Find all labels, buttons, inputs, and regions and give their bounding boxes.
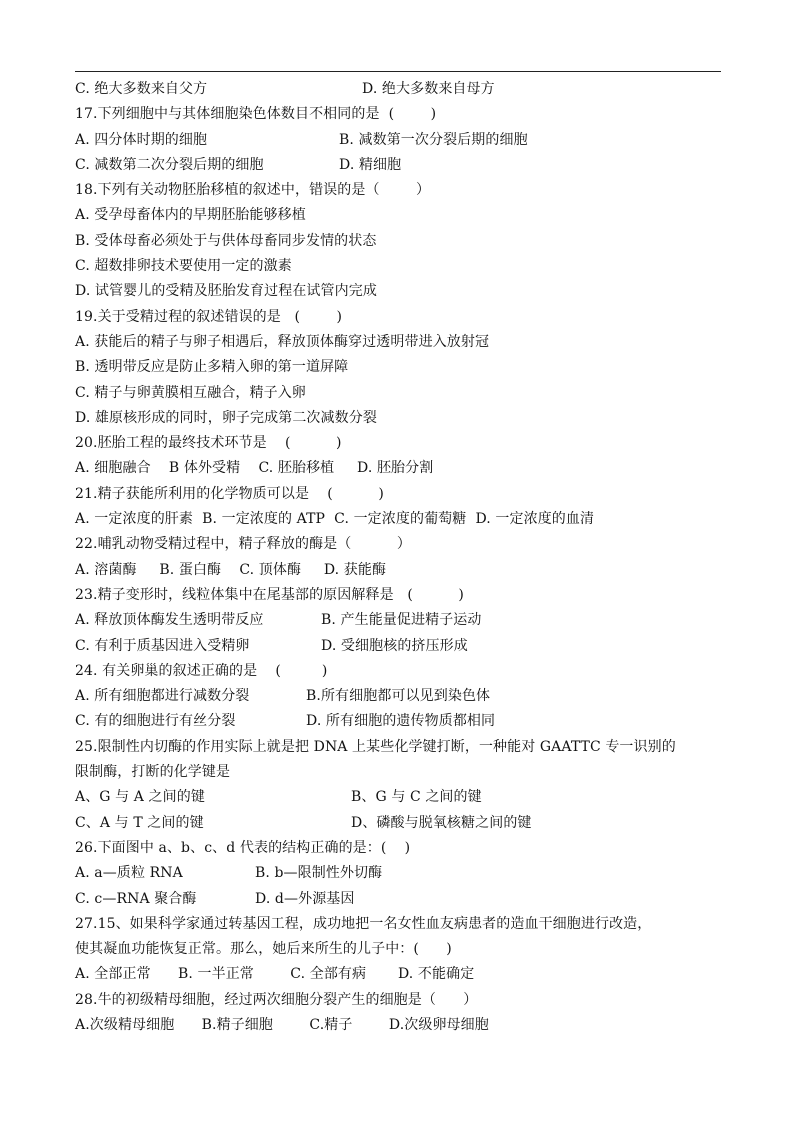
question-25-options-row2 [75,811,725,836]
question-17-options-row1 [75,128,725,153]
question-list [75,77,725,1038]
question-22-stem: 22.哺乳动物受精过程中，精子释放的酶是（ ） [75,536,411,553]
question-27-stem-line2: 使其凝血功能恢复正常。那么，她后来所生的儿子中：( ) [75,941,452,958]
question-26-stem: 26.下面图中 a、b、c、d 代表的结构正确的是：( ) [75,839,411,856]
question-24-stem: 24. 有关卵巢的叙述正确的是 ( ) [75,662,328,679]
question-20-stem: 20.胚胎工程的最终技术环节是 ( ) [75,435,342,452]
question-25-options-row1 [75,785,725,810]
question-22-options: A. 溶菌酶 B. 蛋白酶 C. 顶体酶 D. 获能酶 [75,561,387,578]
question-18-stem: 18.下列有关动物胚胎移植的叙述中，错误的是（ ） [75,182,431,199]
option-a: A. 获能后的精子与卵子相遇后，释放顶体酶穿过透明带进入放射冠 [75,333,490,350]
question-17-options-row2 [75,153,725,178]
option-a: A、G 与 A 之间的键 [75,789,205,806]
header-rule [75,71,721,72]
option-c: C. 精子与卵黄膜相互融合，精子入卵 [75,384,306,401]
option-b: B.所有细胞都可以见到染色体 [306,688,491,705]
question-20-options: A. 细胞融合 B 体外受精 C. 胚胎移植 D. 胚胎分割 [75,460,434,477]
option-b: B. 产生能量促进精子运动 [321,612,482,629]
option-d: D. 绝大多数来自母方 [362,81,495,97]
option-b: B. 透明带反应是防止多精入卵的第一道屏障 [75,359,349,376]
option-c: C. c—RNA 聚合酶 [75,890,197,907]
question-23-stem: 23.精子变形时，线粒体集中在尾基部的原因解释是 ( ) [75,586,464,603]
option-b: B、G 与 C 之间的键 [351,789,482,806]
option-c: C、A 与 T 之间的键 [75,814,204,831]
question-27-options: A. 全部正常 B. 一半正常 C. 全部有病 D. 不能确定 [75,966,475,983]
option-d: D. d—外源基因 [255,890,355,907]
option-b: B. 受体母畜必须处于与供体母畜同步发情的状态 [75,232,377,249]
question-21-stem: 21.精子获能所利用的化学物质可以是 ( ) [75,485,384,502]
option-a: A. 四分体时期的细胞 [75,131,208,148]
option-c: C. 有利于质基因进入受精卵 [75,637,250,654]
option-b: B. b—限制性外切酶 [255,865,383,882]
question-28-options: A.次级精母细胞 B.精子细胞 C.精子 D.次级卵母细胞 [75,1016,489,1033]
question-25-stem-line1: 25.限制性内切酶的作用实际上就是把 DNA 上某些化学键打断，一种能对 GAATTC 专一识别的 [75,738,676,755]
question-24-options-row1 [75,684,725,709]
question-26-options-row1 [75,861,725,886]
question-23-options-row1 [75,608,725,633]
question-17-stem: 17.下列细胞中与其体细胞染色体数目不相同的是 ( ) [75,106,437,123]
option-d: D. 试管婴儿的受精及胚胎发育过程在试管内完成 [75,283,377,300]
option-a: A. 受孕母畜体内的早期胚胎能够移植 [75,207,306,224]
option-d: D、磷酸与脱氧核糖之间的键 [351,814,532,831]
question-24-options-row2 [75,709,725,734]
question-27-stem-line1: 27.15、如果科学家通过转基因工程，成功地把一名女性血友病患者的造血干细胞进行改造， [75,915,652,932]
option-a: A. 释放顶体酶发生透明带反应 [75,612,264,629]
option-d: D. 精细胞 [339,156,402,173]
question-21-options: A. 一定浓度的肝素 B. 一定浓度的 ATP C. 一定浓度的葡萄糖 D. 一定浓度的血清 [75,511,595,528]
option-c: C. 减数第二次分裂后期的细胞 [75,156,264,173]
option-b: B. 减数第一次分裂后期的细胞 [339,131,528,148]
option-d: D. 受细胞核的挤压形成 [321,637,468,654]
question-28-stem: 28.牛的初级精母细胞，经过两次细胞分裂产生的细胞是（ ） [75,991,478,1008]
option-d: D. 所有细胞的遗传物质都相同 [306,713,496,730]
question-19-stem: 19.关于受精过程的叙述错误的是 ( ) [75,308,343,325]
option-d: D. 雄原核形成的同时，卵子完成第二次减数分裂 [75,409,377,426]
option-c: C. 绝大多数来自父方 [75,81,208,97]
question-23-options-row2 [75,634,725,659]
option-a: A. a—质粒 RNA [75,865,183,882]
question-25-stem-line2: 限制酶，打断的化学键是 [75,764,231,781]
option-c: C. 有的细胞进行有丝分裂 [75,713,236,730]
option-a: A. 所有细胞都进行减数分裂 [75,688,250,705]
option-c: C. 超数排卵技术要使用一定的激素 [75,258,292,275]
prev-question-options [75,77,725,102]
question-26-options-row2 [75,887,725,912]
